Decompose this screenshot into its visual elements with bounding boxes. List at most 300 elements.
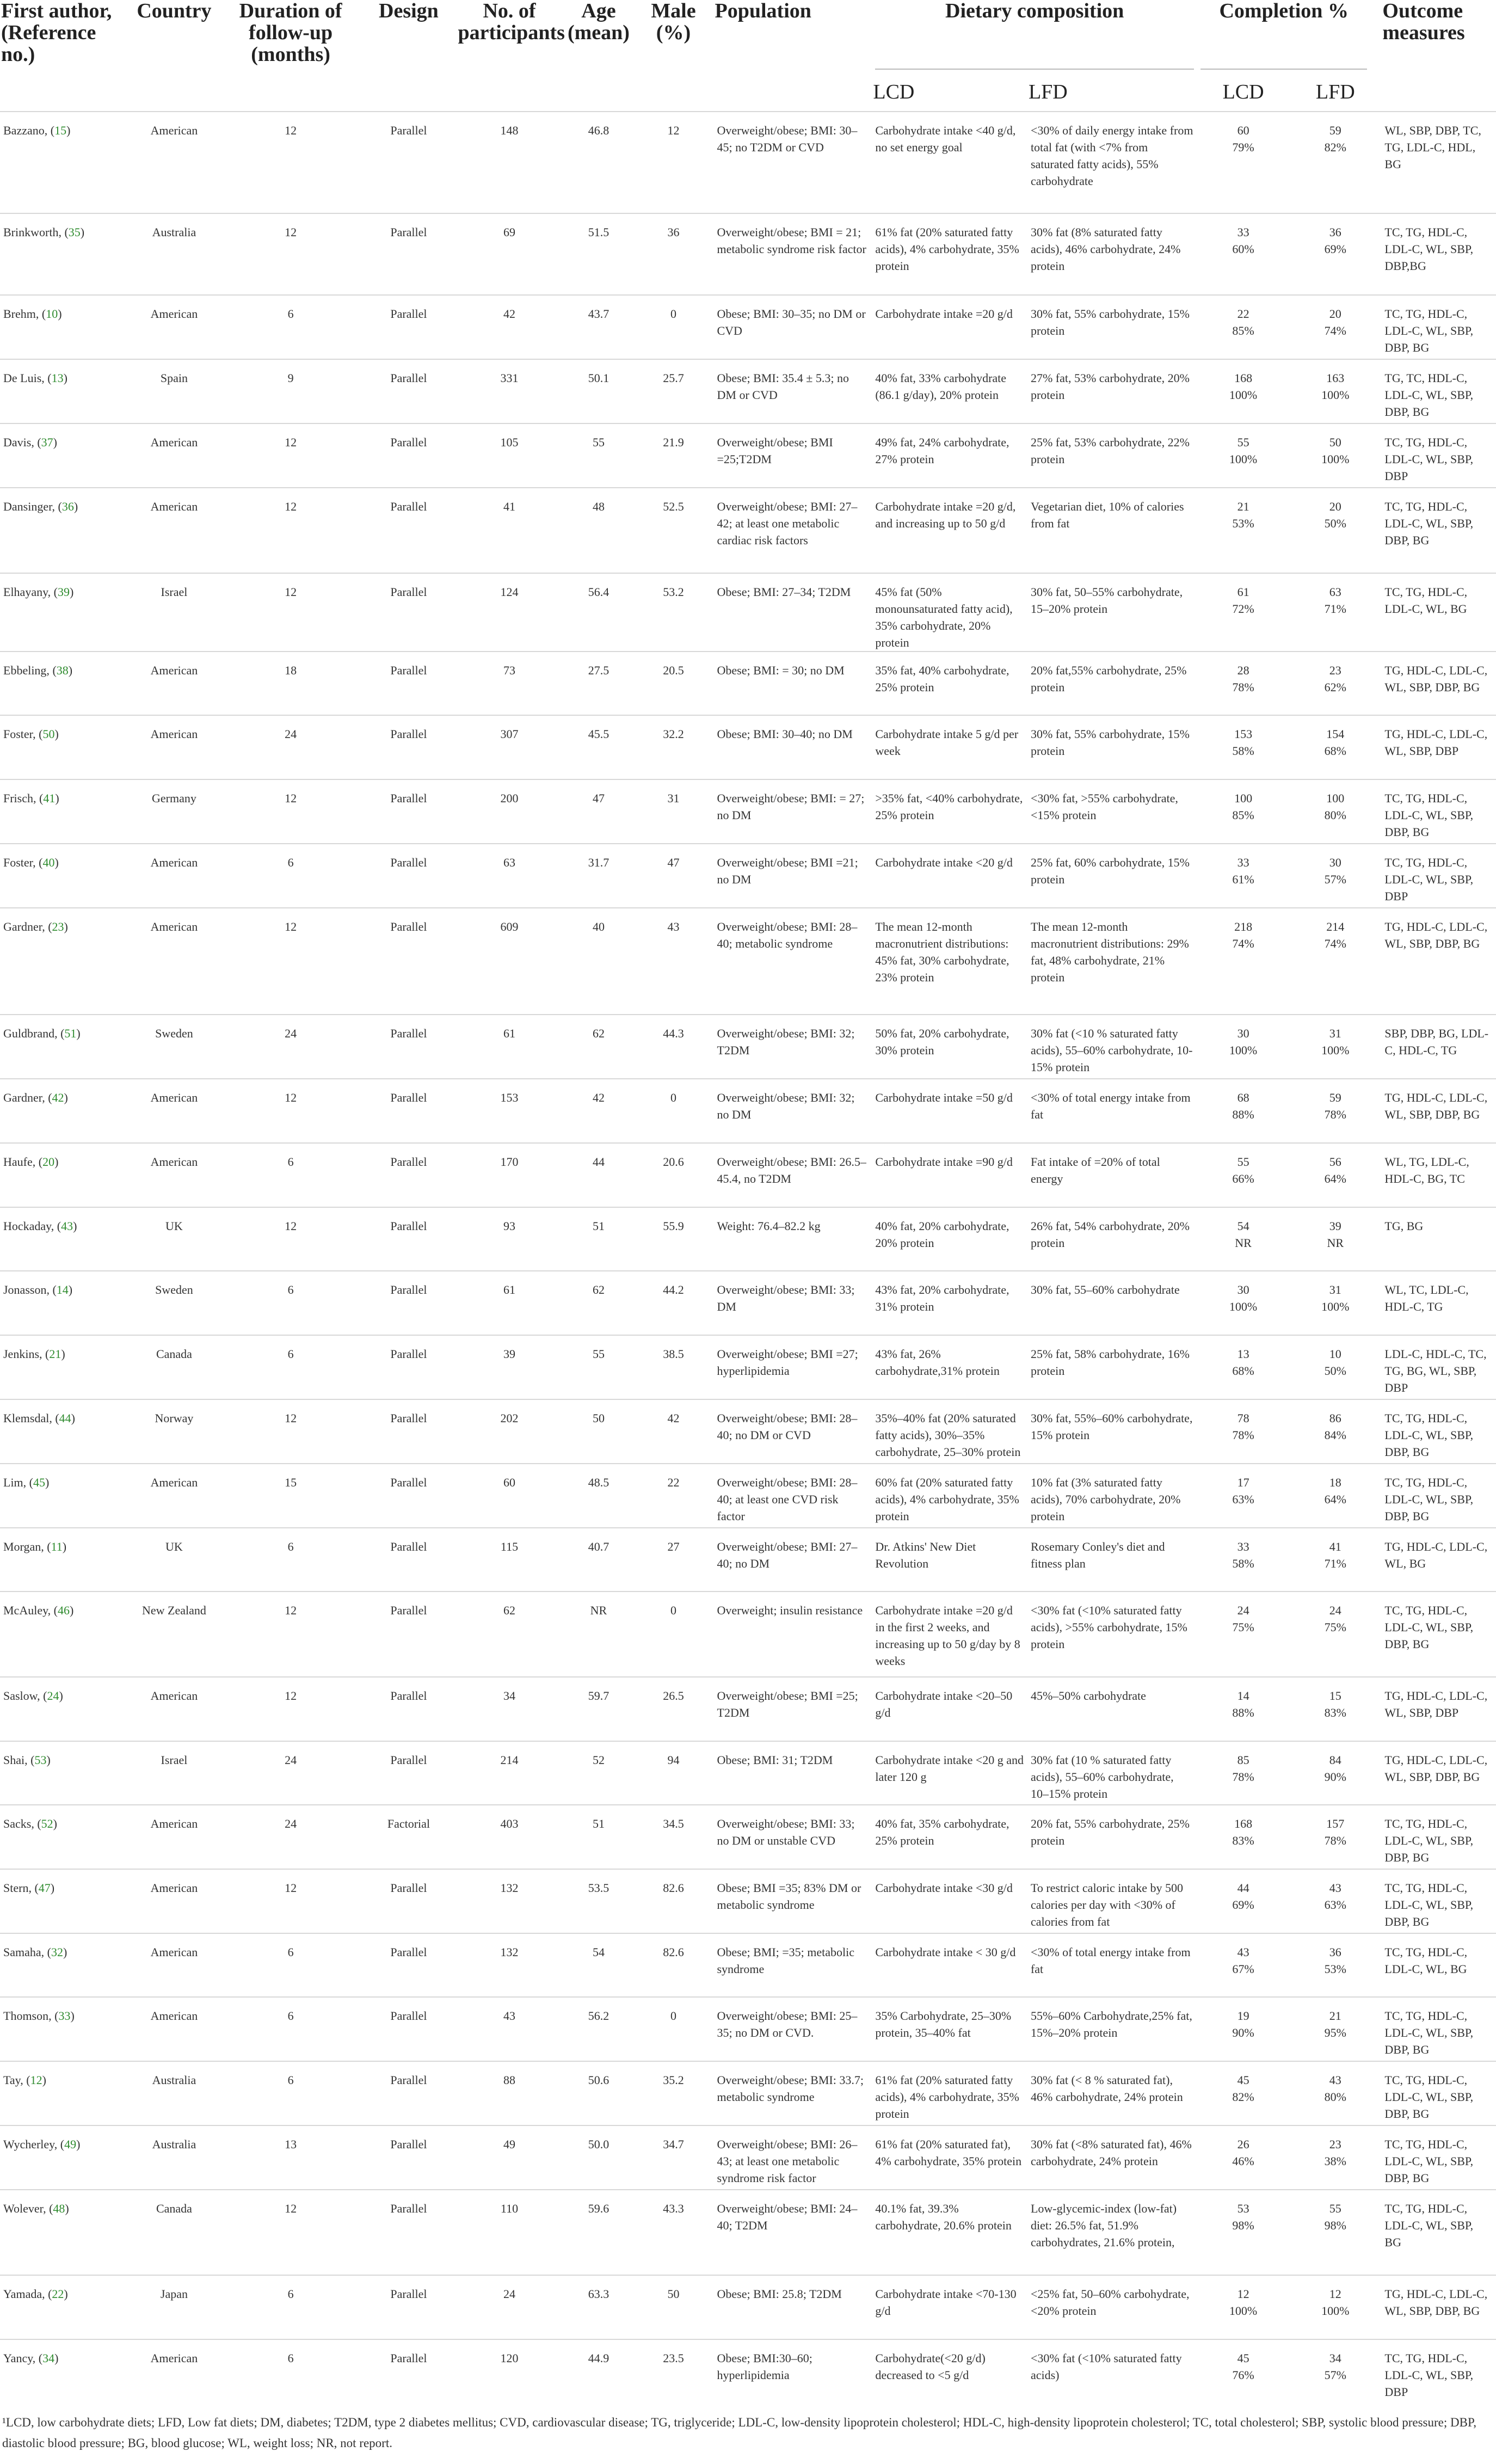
first-author-cell: Klemsdal, (44): [0, 1399, 130, 1464]
completion-value: 168 83%: [1232, 1817, 1254, 1847]
outcome-cell: SBP, DBP, BG, LDL-C, HDL-C, TG: [1381, 1015, 1496, 1079]
outcome-cell: TC, TG, HDL-C, LDL-C, WL, SBP, DBP, BG: [1381, 1464, 1496, 1528]
author-name: Shai,: [3, 1753, 28, 1767]
completion-value: 18 64%: [1324, 1476, 1346, 1506]
duration-cell: 12: [219, 1869, 362, 1933]
completion-value: 55 98%: [1324, 2202, 1346, 2232]
participants-cell: 61: [455, 1015, 564, 1079]
completion-value: 20 74%: [1324, 307, 1346, 337]
completion-value: 24 75%: [1232, 1603, 1254, 1634]
author-name: Haufe,: [3, 1155, 36, 1169]
completion-value: 12 100%: [1321, 2287, 1350, 2318]
lcd-diet-cell: Carbohydrate intake <20–50 g/d: [872, 1677, 1027, 1741]
participants-cell: 132: [455, 1869, 564, 1933]
table-row: [0, 295, 1496, 359]
completion-value: 60 79%: [1232, 124, 1254, 154]
male-cell: 21.9: [633, 423, 713, 488]
table-row: [0, 1079, 1496, 1143]
lfd-completion-cell: [1289, 1464, 1381, 1528]
completion-value: 13 68%: [1232, 1347, 1254, 1378]
design-cell: Parallel: [362, 1869, 454, 1933]
lfd-diet-cell: 10% fat (3% saturated fatty acids), 70% carbohydrate, 20% protein: [1027, 1464, 1197, 1528]
reference-link[interactable]: 15: [54, 124, 67, 137]
duration-cell: 6: [219, 1933, 362, 1997]
reference-link[interactable]: 13: [51, 371, 64, 385]
col-country: Country: [137, 0, 212, 22]
outcome-cell: TC, TG, HDL-C, LDL-C, WL, SBP, DBP, BG: [1381, 1592, 1496, 1677]
population-cell: Obese; BMI: 30–40; no DM: [714, 715, 872, 779]
country-cell: American: [130, 1805, 219, 1869]
lcd-completion-cell: [1197, 1869, 1289, 1933]
lcd-completion-cell: [1197, 908, 1289, 1015]
design-cell: Parallel: [362, 2190, 454, 2275]
lfd-completion-cell: [1289, 779, 1381, 844]
age-cell: 55: [564, 423, 633, 488]
reference-link[interactable]: 39: [57, 585, 70, 599]
lcd-completion-cell: [1197, 1207, 1289, 1271]
lfd-completion-cell: [1289, 715, 1381, 779]
design-cell: Parallel: [362, 1143, 454, 1207]
completion-value: 31 100%: [1321, 1283, 1350, 1313]
subcol-lfd-diet: LFD: [1028, 81, 1068, 103]
male-cell: 23.5: [633, 2339, 713, 2404]
age-cell: 44.9: [564, 2339, 633, 2404]
completion-value: 10 50%: [1324, 1347, 1346, 1378]
population-cell: Overweight/obese; BMI: 33.7; metabolic syndrome: [714, 2061, 872, 2125]
first-author-cell: Stern, (47): [0, 1869, 130, 1933]
author-name: Samaha,: [3, 1945, 45, 1959]
age-cell: 44: [564, 1143, 633, 1207]
completion-value: 26 46%: [1232, 2137, 1254, 2168]
author-name: Lim,: [3, 1476, 27, 1489]
lcd-diet-cell: 61% fat (20% saturated fatty acids), 4% carbohydrate, 35% protein: [872, 213, 1027, 295]
population-cell: Overweight/obese; BMI =27; hyperlipidemia: [714, 1335, 872, 1399]
duration-cell: 12: [219, 423, 362, 488]
country-cell: UK: [130, 1207, 219, 1271]
age-cell: 40.7: [564, 1528, 633, 1592]
completion-value: 43 67%: [1232, 1945, 1254, 1976]
duration-cell: 12: [219, 213, 362, 295]
population-cell: Overweight/obese; BMI: 26–43; at least one metabolic syndrome risk factor: [714, 2125, 872, 2190]
completion-value: 33 58%: [1232, 1540, 1254, 1570]
lcd-completion-cell: [1197, 1079, 1289, 1143]
lcd-completion-cell: [1197, 1335, 1289, 1399]
lcd-diet-cell: 40% fat, 33% carbohydrate (86.1 g/day), 20% protein: [872, 359, 1027, 423]
col-dietary-composition: Dietary composition: [872, 0, 1197, 73]
outcome-cell: TC, TG, HDL-C, LDL-C, WL, SBP, DBP, BG: [1381, 295, 1496, 359]
completion-value: 55 100%: [1229, 435, 1258, 466]
participants-cell: 214: [455, 1741, 564, 1805]
completion-value: 43 80%: [1324, 2073, 1346, 2104]
lcd-completion-cell: [1197, 652, 1289, 715]
reference-link[interactable]: 52: [41, 1817, 53, 1830]
lcd-diet-cell: Carbohydrate intake =20 g/d: [872, 295, 1027, 359]
lcd-diet-cell: 40% fat, 35% carbohydrate, 25% protein: [872, 1805, 1027, 1869]
design-cell: Parallel: [362, 295, 454, 359]
population-cell: Obese; BMI: 25.8; T2DM: [714, 2275, 872, 2339]
reference-link[interactable]: 24: [47, 1689, 59, 1703]
lcd-completion-cell: [1197, 2061, 1289, 2125]
outcome-cell: TC, TG, HDL-C, LDL-C, WL, SBP, DBP, BG: [1381, 1869, 1496, 1933]
reference-link[interactable]: 45: [33, 1476, 45, 1489]
reference-link[interactable]: 32: [51, 1945, 63, 1959]
table-body: [0, 112, 1496, 2404]
lfd-diet-cell: Fat intake of =20% of total energy: [1027, 1143, 1197, 1207]
duration-cell: 12: [219, 488, 362, 573]
age-cell: 55: [564, 1335, 633, 1399]
country-cell: American: [130, 488, 219, 573]
age-cell: 27.5: [564, 652, 633, 715]
reference-link[interactable]: 21: [49, 1347, 61, 1361]
design-cell: Parallel: [362, 908, 454, 1015]
completion-value: 68 88%: [1232, 1091, 1254, 1121]
male-cell: 0: [633, 1079, 713, 1143]
completion-value: 154 68%: [1324, 727, 1346, 758]
lfd-diet-cell: <30% fat (<10% saturated fatty acids), >55% carbohydrate, 15% protein: [1027, 1592, 1197, 1677]
lfd-completion-cell: [1289, 1528, 1381, 1592]
duration-cell: 12: [219, 2190, 362, 2275]
first-author-cell: Jonasson, (14): [0, 1271, 130, 1335]
population-cell: Overweight/obese; BMI: 30–45; no T2DM or CVD: [714, 112, 872, 213]
outcome-cell: TG, HDL-C, LDL-C, WL, BG: [1381, 1528, 1496, 1592]
lcd-diet-cell: 40% fat, 20% carbohydrate, 20% protein: [872, 1207, 1027, 1271]
table-row: [0, 1143, 1496, 1207]
lfd-completion-cell: [1289, 1592, 1381, 1677]
duration-cell: 24: [219, 1741, 362, 1805]
reference-link[interactable]: 10: [46, 307, 58, 321]
author-name: Yamada,: [3, 2287, 45, 2301]
first-author-cell: Shai, (53): [0, 1741, 130, 1805]
table-row: [0, 488, 1496, 573]
header-row: [0, 0, 1496, 73]
table-row: [0, 1869, 1496, 1933]
completion-value: 30 57%: [1324, 856, 1346, 886]
reference-link[interactable]: 34: [42, 2351, 55, 2365]
completion-value: 45 76%: [1232, 2351, 1254, 2382]
outcome-cell: TC, TG, HDL-C, LDL-C, WL, SBP, DBP, BG: [1381, 1805, 1496, 1869]
completion-value: 59 82%: [1324, 124, 1346, 154]
lcd-completion-cell: [1197, 1805, 1289, 1869]
outcome-cell: TC, TG, HDL-C, LDL-C, WL, SBP, BG: [1381, 2190, 1496, 2275]
country-cell: Australia: [130, 2125, 219, 2190]
design-cell: Parallel: [362, 2061, 454, 2125]
first-author-cell: Foster, (40): [0, 844, 130, 908]
outcome-cell: TG, HDL-C, LDL-C, WL, SBP, DBP, BG: [1381, 908, 1496, 1015]
reference-link[interactable]: 12: [30, 2073, 42, 2087]
male-cell: 42: [633, 1399, 713, 1464]
duration-cell: 6: [219, 1143, 362, 1207]
outcome-cell: TG, HDL-C, LDL-C, WL, SBP, DBP, BG: [1381, 1741, 1496, 1805]
lcd-completion-cell: [1197, 112, 1289, 213]
lcd-completion-cell: [1197, 1143, 1289, 1207]
age-cell: 31.7: [564, 844, 633, 908]
age-cell: 54: [564, 1933, 633, 1997]
reference-link[interactable]: 48: [53, 2202, 65, 2215]
participants-cell: 110: [455, 2190, 564, 2275]
table-row: [0, 423, 1496, 488]
outcome-cell: TG, HDL-C, LDL-C, WL, SBP, DBP: [1381, 715, 1496, 779]
age-cell: 50.6: [564, 2061, 633, 2125]
age-cell: 50: [564, 1399, 633, 1464]
lfd-completion-cell: [1289, 2125, 1381, 2190]
first-author-cell: Morgan, (11): [0, 1528, 130, 1592]
participants-cell: 170: [455, 1143, 564, 1207]
participants-cell: 120: [455, 2339, 564, 2404]
completion-value: 43 63%: [1324, 1881, 1346, 1912]
reference-link[interactable]: 43: [61, 1219, 73, 1233]
male-cell: 44.2: [633, 1271, 713, 1335]
col-duration: Duration of follow-up (months): [239, 0, 342, 66]
reference-link[interactable]: 49: [64, 2137, 77, 2151]
population-cell: Obese; BMI: 30–35; no DM or CVD: [714, 295, 872, 359]
country-cell: New Zealand: [130, 1592, 219, 1677]
population-cell: Overweight/obese; BMI: = 27; no DM: [714, 779, 872, 844]
participants-cell: 132: [455, 1933, 564, 1997]
population-cell: Overweight/obese; BMI = 21; metabolic syndrome risk factor: [714, 213, 872, 295]
lfd-diet-cell: <30% of total energy intake from fat: [1027, 1933, 1197, 1997]
lcd-completion-cell: [1197, 779, 1289, 844]
reference-link[interactable]: 44: [59, 1411, 71, 1425]
male-cell: 50: [633, 2275, 713, 2339]
first-author-cell: Yancy, (34): [0, 2339, 130, 2404]
country-cell: American: [130, 2339, 219, 2404]
first-author-cell: Sacks, (52): [0, 1805, 130, 1869]
author-name: Thomson,: [3, 2009, 52, 2023]
lfd-diet-cell: <30% of total energy intake from fat: [1027, 1079, 1197, 1143]
participants-cell: 43: [455, 1997, 564, 2061]
participants-cell: 60: [455, 1464, 564, 1528]
design-cell: Parallel: [362, 1997, 454, 2061]
lcd-diet-cell: Carbohydrate intake <20 g and later 120 g: [872, 1741, 1027, 1805]
completion-value: 33 60%: [1232, 225, 1254, 256]
duration-cell: 13: [219, 2125, 362, 2190]
country-cell: American: [130, 908, 219, 1015]
lcd-completion-cell: [1197, 1015, 1289, 1079]
age-cell: 59.6: [564, 2190, 633, 2275]
country-cell: Australia: [130, 2061, 219, 2125]
lfd-completion-cell: [1289, 652, 1381, 715]
lcd-completion-cell: [1197, 1464, 1289, 1528]
lcd-diet-cell: 61% fat (20% saturated fatty acids), 4% carbohydrate, 35% protein: [872, 2061, 1027, 2125]
lcd-diet-cell: Carbohydrate intake <70-130 g/d: [872, 2275, 1027, 2339]
duration-cell: 24: [219, 715, 362, 779]
population-cell: Overweight/obese; BMI: 28–40; no DM or CVD: [714, 1399, 872, 1464]
outcome-cell: WL, SBP, DBP, TC, TG, LDL-C, HDL, BG: [1381, 112, 1496, 213]
outcome-cell: TG, BG: [1381, 1207, 1496, 1271]
first-author-cell: Gardner, (42): [0, 1079, 130, 1143]
duration-cell: 12: [219, 1399, 362, 1464]
male-cell: 55.9: [633, 1207, 713, 1271]
age-cell: 50.1: [564, 359, 633, 423]
duration-cell: 12: [219, 908, 362, 1015]
lfd-diet-cell: 55%–60% Carbohydrate,25% fat, 15%–20% protein: [1027, 1997, 1197, 2061]
participants-cell: 148: [455, 112, 564, 213]
author-name: Foster,: [3, 856, 36, 869]
lcd-completion-cell: [1197, 573, 1289, 652]
reference-link[interactable]: 53: [34, 1753, 47, 1767]
male-cell: 12: [633, 112, 713, 213]
completion-value: 53 98%: [1232, 2202, 1254, 2232]
lfd-diet-cell: 30% fat, 55% carbohydrate, 15% protein: [1027, 295, 1197, 359]
table-row: [0, 1997, 1496, 2061]
reference-link[interactable]: 47: [38, 1881, 51, 1895]
lfd-completion-cell: [1289, 2190, 1381, 2275]
lcd-completion-cell: [1197, 2275, 1289, 2339]
author-name: Gardner,: [3, 1091, 45, 1104]
outcome-cell: TC, TG, HDL-C, LDL-C, WL, BG: [1381, 573, 1496, 652]
table-row: [0, 908, 1496, 1015]
lfd-completion-cell: [1289, 1015, 1381, 1079]
table-row: [0, 1015, 1496, 1079]
lcd-completion-cell: [1197, 1677, 1289, 1741]
lfd-completion-cell: [1289, 1335, 1381, 1399]
completion-value: 19 90%: [1232, 2009, 1254, 2039]
design-cell: Parallel: [362, 1335, 454, 1399]
age-cell: 45.5: [564, 715, 633, 779]
first-author-cell: Brehm, (10): [0, 295, 130, 359]
table-row: [0, 1335, 1496, 1399]
reference-link[interactable]: 41: [43, 791, 56, 805]
reference-link[interactable]: 38: [56, 663, 69, 677]
completion-value: 21 53%: [1232, 500, 1254, 530]
country-cell: American: [130, 112, 219, 213]
design-cell: Parallel: [362, 779, 454, 844]
lfd-completion-cell: [1289, 1677, 1381, 1741]
age-cell: 63.3: [564, 2275, 633, 2339]
lcd-diet-cell: Carbohydrate intake <20 g/d: [872, 844, 1027, 908]
outcome-cell: LDL-C, HDL-C, TC, TG, BG, WL, SBP, DBP: [1381, 1335, 1496, 1399]
outcome-cell: TC, TG, HDL-C, LDL-C, WL, SBP, DBP: [1381, 2339, 1496, 2404]
reference-link[interactable]: 37: [41, 435, 53, 449]
population-cell: Overweight/obese; BMI =25;T2DM: [714, 423, 872, 488]
lcd-diet-cell: 35%–40% fat (20% saturated fatty acids), 30%–35% carbohydrate, 25–30% protein: [872, 1399, 1027, 1464]
reference-link[interactable]: 36: [61, 500, 74, 513]
lcd-completion-cell: [1197, 1741, 1289, 1805]
completion-value: 45 82%: [1232, 2073, 1254, 2104]
design-cell: Factorial: [362, 1805, 454, 1869]
author-name: Gardner,: [3, 920, 45, 933]
completion-value: 157 78%: [1324, 1817, 1346, 1847]
participants-cell: 403: [455, 1805, 564, 1869]
lfd-diet-cell: Vegetarian diet, 10% of calories from fat: [1027, 488, 1197, 573]
table-row: [0, 1741, 1496, 1805]
reference-link[interactable]: 46: [58, 1603, 70, 1617]
reference-link[interactable]: 50: [42, 727, 55, 741]
country-cell: Norway: [130, 1399, 219, 1464]
lcd-diet-cell: 45% fat (50% monounsaturated fatty acid), 35% carbohydrate, 20% protein: [872, 573, 1027, 652]
country-cell: Germany: [130, 779, 219, 844]
reference-link[interactable]: 22: [52, 2287, 64, 2301]
author-name: Wycherley,: [3, 2137, 58, 2151]
age-cell: 47: [564, 779, 633, 844]
design-cell: Parallel: [362, 1015, 454, 1079]
reference-link[interactable]: 42: [52, 1091, 64, 1104]
subcol-lcd-diet: LCD: [873, 81, 915, 103]
lfd-diet-cell: 25% fat, 58% carbohydrate, 16% protein: [1027, 1335, 1197, 1399]
country-cell: American: [130, 423, 219, 488]
first-author-cell: Dansinger, (36): [0, 488, 130, 573]
completion-value: 55 66%: [1232, 1155, 1254, 1185]
completion-value: 17 63%: [1232, 1476, 1254, 1506]
participants-cell: 609: [455, 908, 564, 1015]
lcd-diet-cell: Carbohydrate(<20 g/d) decreased to <5 g/d: [872, 2339, 1027, 2404]
table-row: [0, 1464, 1496, 1528]
lfd-diet-cell: 30% fat (10 % saturated fatty acids), 55–60% carbohydrate, 10–15% protein: [1027, 1741, 1197, 1805]
reference-link[interactable]: 51: [64, 1027, 77, 1040]
reference-link[interactable]: 23: [52, 920, 64, 933]
lfd-diet-cell: The mean 12-month macronutrient distributions: 29% fat, 48% carbohydrate, 21% protein: [1027, 908, 1197, 1015]
lfd-diet-cell: 30% fat, 50–55% carbohydrate, 15–20% protein: [1027, 573, 1197, 652]
first-author-cell: Haufe, (20): [0, 1143, 130, 1207]
completion-value: 36 53%: [1324, 1945, 1346, 1976]
outcome-cell: TG, TC, HDL-C, LDL-C, WL, SBP, DBP, BG: [1381, 359, 1496, 423]
lfd-completion-cell: [1289, 213, 1381, 295]
design-cell: Parallel: [362, 2275, 454, 2339]
country-cell: American: [130, 1997, 219, 2061]
lfd-completion-cell: [1289, 2339, 1381, 2404]
completion-value: 30 100%: [1229, 1027, 1258, 1057]
participants-cell: 307: [455, 715, 564, 779]
male-cell: 20.5: [633, 652, 713, 715]
outcome-cell: WL, TG, LDL-C, HDL-C, BG, TC: [1381, 1143, 1496, 1207]
first-author-cell: De Luis, (13): [0, 359, 130, 423]
duration-cell: 12: [219, 1207, 362, 1271]
col-completion: Completion %: [1197, 0, 1381, 73]
male-cell: 82.6: [633, 1933, 713, 1997]
reference-link[interactable]: 35: [68, 225, 81, 239]
lfd-completion-cell: [1289, 2061, 1381, 2125]
reference-link[interactable]: 11: [51, 1540, 63, 1553]
reference-link[interactable]: 40: [42, 856, 55, 869]
author-name: Jonasson,: [3, 1283, 50, 1296]
male-cell: 94: [633, 1741, 713, 1805]
table-row: [0, 715, 1496, 779]
design-cell: Parallel: [362, 423, 454, 488]
completion-value: 100 80%: [1324, 791, 1346, 822]
reference-link[interactable]: 14: [56, 1283, 69, 1296]
author-name: Brinkworth,: [3, 225, 61, 239]
population-cell: Overweight/obese; BMI =25; T2DM: [714, 1677, 872, 1741]
completion-value: 30 100%: [1229, 1283, 1258, 1313]
author-name: Frisch,: [3, 791, 36, 805]
completion-value: 36 69%: [1324, 225, 1346, 256]
population-cell: Overweight/obese; BMI: 27–40; no DM: [714, 1528, 872, 1592]
lfd-completion-cell: [1289, 908, 1381, 1015]
completion-value: 153 58%: [1232, 727, 1254, 758]
participants-cell: 69: [455, 213, 564, 295]
lfd-diet-cell: 30% fat (8% saturated fatty acids), 46% carbohydrate, 24% protein: [1027, 213, 1197, 295]
lfd-diet-cell: 30% fat (< 8 % saturated fat), 46% carbohydrate, 24% protein: [1027, 2061, 1197, 2125]
table-footnote: ¹LCD, low carbohydrate diets; LFD, Low fat diets; DM, diabetes; T2DM, type 2 diabetes mellitus; CVD, cardiovascular disease; TG, triglyceride; LDL-C, low-density lipoprotein cholesterol; HDL-C, high-density lipoprotein cholesterol; TC, total cholesterol; SBP, systolic blood pressure; DBP, diastolic blood pressure; BG, blood glucose; WL, weight loss; NR, not report.: [2, 2416, 1476, 2450]
table-row: [0, 779, 1496, 844]
duration-cell: 24: [219, 1805, 362, 1869]
author-name: De Luis,: [3, 371, 45, 385]
reference-link[interactable]: 33: [58, 2009, 71, 2023]
lcd-diet-cell: Carbohydrate intake =20 g/d in the first 2 weeks, and increasing up to 50 g/day by 8 weeks: [872, 1592, 1027, 1677]
duration-cell: 6: [219, 1271, 362, 1335]
male-cell: 0: [633, 1592, 713, 1677]
age-cell: 40: [564, 908, 633, 1015]
male-cell: 44.3: [633, 1015, 713, 1079]
duration-cell: 6: [219, 2061, 362, 2125]
reference-link[interactable]: 20: [42, 1155, 55, 1169]
country-cell: American: [130, 1933, 219, 1997]
subcol-lfd-completion: LFD: [1315, 81, 1355, 103]
duration-cell: 9: [219, 359, 362, 423]
lcd-completion-cell: [1197, 715, 1289, 779]
outcome-cell: TC, TG, HDL-C, LDL-C, WL, SBP, DBP, BG: [1381, 2061, 1496, 2125]
completion-value: 28 78%: [1232, 663, 1254, 694]
